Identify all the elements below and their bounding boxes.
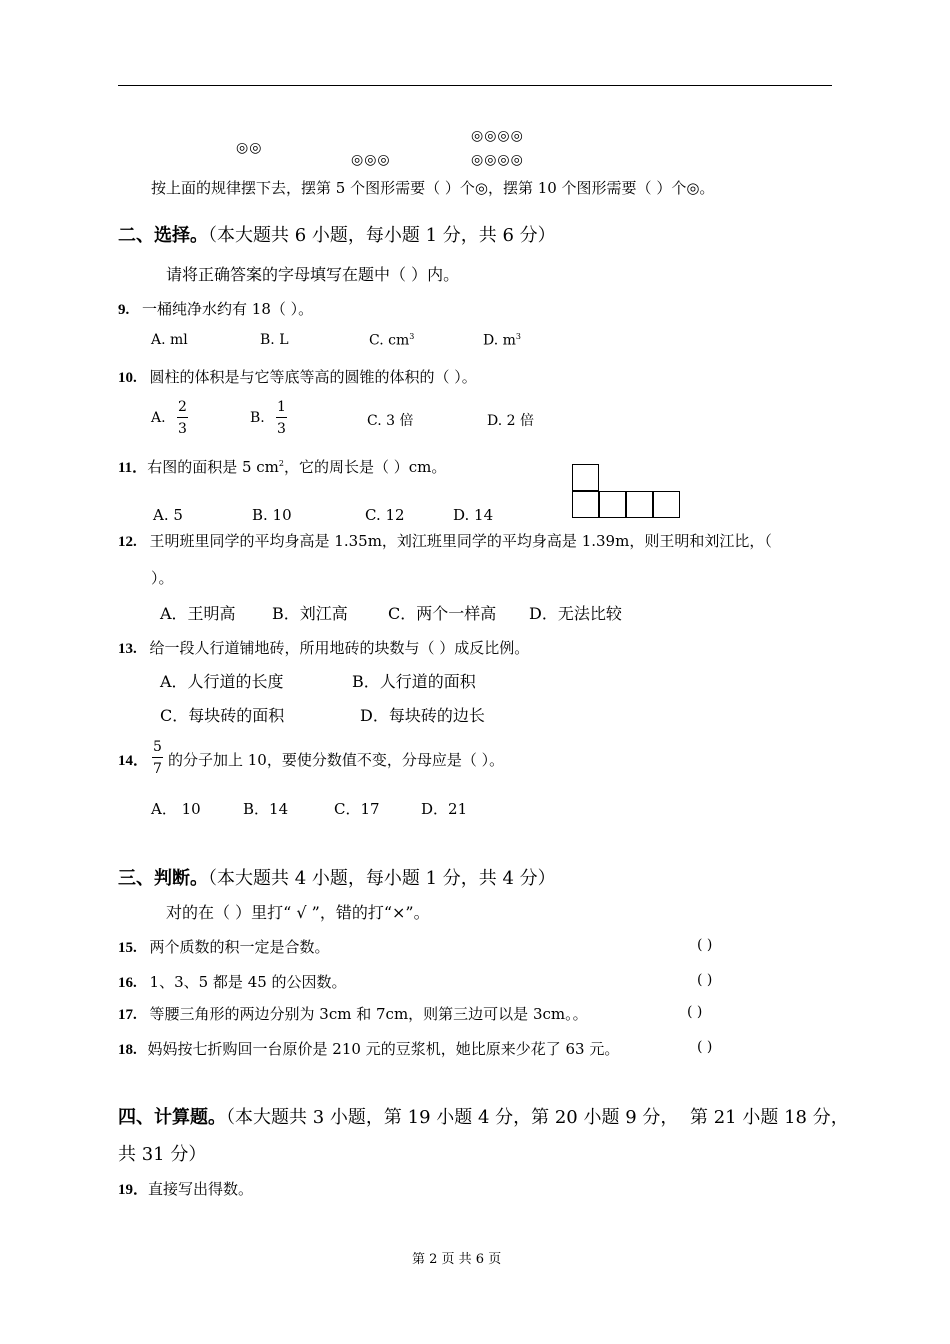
question-number: 17. [118, 1007, 137, 1023]
question-text: 两个质数的积一定是合数。 [149, 938, 330, 956]
question-text: 给一段人行道铺地砖，所用地砖的块数与（ ）成反比例。 [149, 639, 530, 657]
question-10 [118, 366, 477, 387]
section-4-info-continued: 第 21 小题 18 分， [690, 1107, 849, 1128]
question-number: 18. [118, 1042, 137, 1058]
option-13b: B．人行道的面积 [352, 672, 476, 691]
header-rule [118, 85, 832, 86]
option-13c: C．每块砖的面积 [160, 706, 285, 725]
question-number: 13. [118, 641, 137, 657]
question-text: 的分子加上 10，要使分数值不变，分母应是（ ）。 [168, 751, 505, 769]
option-9c: C. $cm^3$ [369, 332, 415, 349]
answer-bracket: ( ) [697, 937, 713, 953]
option-9d: D. $m^3$ [483, 332, 521, 349]
answer-bracket: ( ) [697, 1039, 713, 1055]
pattern-question: 按上面的规律摆下去，摆第 5 个图形需要（ ）个◎，摆第 10 个图形需要（ ）个◎。 [151, 179, 715, 197]
section-4-info-end: 共 31 分） [118, 1144, 207, 1165]
answer-bracket: ( ) [697, 972, 713, 988]
option-11b: B. 10 [252, 506, 292, 524]
question-text: 右图的面积是 5 cm [147, 458, 279, 476]
option-13a: A．人行道的长度 [160, 672, 284, 691]
question-number: 14． [118, 753, 149, 769]
judgment-item [118, 936, 330, 957]
page-footer: 第 2 页 共 6 页 [412, 1252, 502, 1267]
question-13 [118, 637, 529, 658]
option-11c: C. 12 [365, 506, 405, 524]
option-13d: D．每块砖的边长 [360, 706, 485, 725]
question-number: 15. [118, 940, 137, 956]
question-text: 直接写出得数。 [148, 1180, 254, 1198]
option-10b-fraction: $\frac{1}{3}$ [277, 399, 286, 437]
question-9 [118, 298, 313, 319]
option-9a: A. ml [151, 332, 188, 348]
question-12 [118, 530, 772, 551]
figure-square [572, 464, 599, 491]
figure-square [653, 491, 680, 518]
question-text: 一桶纯净水约有 18（ ）。 [142, 300, 314, 318]
answer-bracket: ( ) [687, 1004, 703, 1020]
section-2-heading [118, 221, 556, 247]
question-19 [118, 1178, 253, 1199]
option-14d: D．21 [421, 800, 468, 818]
option-12a: A．王明高 [160, 604, 236, 623]
pattern-figure-2: ◎◎◎ [351, 152, 391, 168]
option-9b: B. L [260, 332, 289, 348]
option-14b: B．14 [243, 800, 289, 818]
option-12b: B．刘江高 [272, 604, 348, 623]
question-text: 等腰三角形的两边分别为 3cm 和 7cm，则第三边可以是 3cm。。 [149, 1005, 588, 1023]
figure-square [626, 491, 653, 518]
pattern-figure-1: ◎◎ [236, 140, 263, 156]
section-4-title: 四、计算题。 [118, 1107, 226, 1128]
option-10a-label: A. [151, 410, 166, 426]
option-10d: D. 2 倍 [487, 413, 534, 429]
option-10b-label: B. [250, 410, 265, 426]
judgment-item [118, 971, 347, 992]
option-12d: D．无法比较 [529, 604, 622, 623]
pattern-figure-3-row-2: ◎◎◎◎ [471, 152, 524, 168]
section-2-title: 二、选择。 [118, 225, 208, 246]
area-figure [572, 464, 682, 520]
question-text: 圆柱的体积是与它等底等高的圆锥的体积的（ ）。 [149, 368, 477, 386]
option-11a: A. 5 [153, 506, 183, 524]
question-number: 12. [118, 534, 137, 550]
option-10a-fraction: $\frac{2}{3}$ [178, 399, 187, 437]
question-text: 1、3、5 都是 45 的公因数。 [149, 973, 347, 991]
judgment-item [118, 1003, 588, 1024]
pattern-figure-3-row-1: ◎◎◎◎ [471, 128, 524, 144]
section-2-info: （本大题共 6 小题，每小题 1 分，共 6 分） [208, 225, 556, 246]
option-12c: C．两个一样高 [388, 604, 497, 623]
question-14-fraction: $\frac{5}{7}$ [153, 739, 162, 777]
question-number: 11． [118, 460, 148, 476]
question-number: 9. [118, 302, 130, 318]
option-10c: C. 3 倍 [367, 413, 414, 429]
question-11: 11．右图的面积是 5 $cm^2$，它的周长是（ ）cm。 [118, 458, 447, 476]
question-text: 王明班里同学的平均身高是 1.35m，刘江班里同学的平均身高是 1.39m，则王明和刘江比，（ [149, 532, 772, 550]
judgment-item [118, 1038, 619, 1059]
section-3-title: 三、判断。 [118, 868, 208, 889]
section-4-info: （本大题共 3 小题，第 19 小题 4 分，第 20 小题 9 分， [226, 1107, 679, 1128]
question-12-continued: ）。 [151, 569, 174, 587]
option-14a: A． 10 [151, 800, 201, 818]
section-2-instruction: 请将正确答案的字母填写在题中（ ）内。 [166, 265, 460, 284]
question-number: 10. [118, 370, 137, 386]
option-11d: D. 14 [453, 506, 494, 524]
section-3-info: （本大题共 4 小题，每小题 1 分，共 4 分） [208, 868, 556, 889]
option-14c: C．17 [334, 800, 380, 818]
figure-square [599, 491, 626, 518]
figure-square [572, 491, 599, 518]
question-number: 16. [118, 975, 137, 991]
section-4-heading [118, 1103, 678, 1129]
section-3-instruction: 对的在（ ）里打“ √ ”，错的打“×”。 [166, 903, 430, 922]
question-number: 19． [118, 1182, 149, 1198]
question-text: 妈妈按七折购回一台原价是 210 元的豆浆机，她比原来少花了 63 元。 [147, 1040, 620, 1058]
section-3-heading [118, 864, 556, 890]
